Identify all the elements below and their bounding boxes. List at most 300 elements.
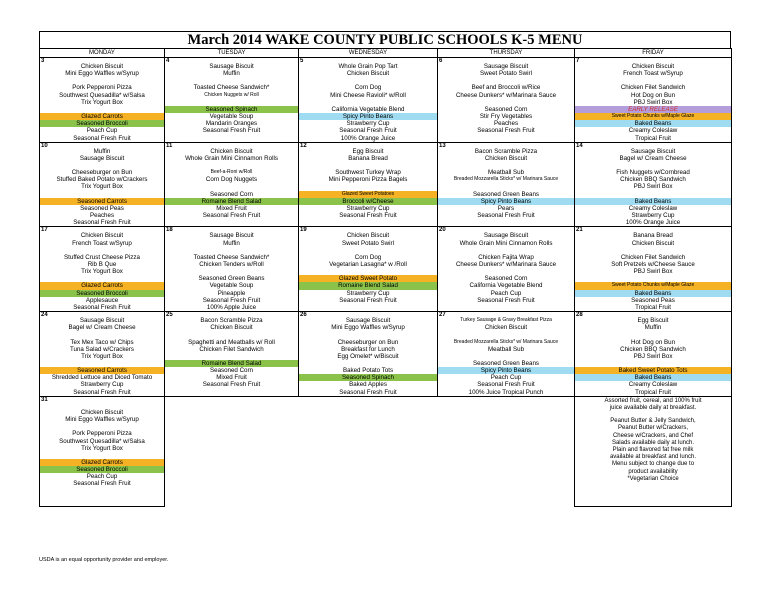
menu-item: Whole Grain Mini Cinnamon Rolls <box>185 154 278 162</box>
spacer <box>299 77 437 84</box>
day-menu <box>40 227 164 311</box>
day-menu <box>40 143 164 227</box>
menu-item: Peach Cup <box>86 473 118 481</box>
day-cell <box>165 142 299 227</box>
highlighted-menu-item: Glazed Carrots <box>40 113 165 120</box>
menu-item: Chicken Biscuit <box>80 408 124 416</box>
menu-item: Muffin <box>644 324 662 332</box>
spacer <box>40 331 164 338</box>
menu-item: Seasoned Corn <box>210 190 253 198</box>
week-row <box>40 312 732 397</box>
menu-item: Chicken Filet Sandwich <box>620 253 686 261</box>
highlighted-menu-item: Glazed Sweet Potatoes <box>299 191 438 198</box>
spacer <box>299 360 437 367</box>
menu-item: Chicken Biscuit <box>631 63 675 70</box>
spacer <box>40 360 164 367</box>
menu-item: Chicken Nuggets w/ Roll <box>204 91 259 98</box>
day-cell <box>438 312 575 397</box>
note-line: available at breakfast and lunch. <box>609 454 697 461</box>
menu-item: Mixed Fruit <box>216 204 247 212</box>
day-menu <box>438 143 574 220</box>
day-menu <box>299 58 437 142</box>
weekday-header: TUESDAY <box>165 49 299 58</box>
menu-item: Seasonal Fresh Fruit <box>339 127 397 135</box>
menu-item: Seasonal Fresh Fruit <box>202 381 261 389</box>
early-release-banner: EARLY RELEASE <box>575 106 732 113</box>
menu-item: Seasonal Fresh Fruit <box>339 212 397 220</box>
day-number: 27 <box>439 312 446 319</box>
spacer <box>299 183 437 190</box>
menu-item: PBJ Swirl Box <box>633 98 673 106</box>
menu-item: Whole Grain Mini Cinnamon Rolls <box>459 239 553 247</box>
menu-item: Chicken Filet Sandwich <box>199 345 264 353</box>
day-menu <box>165 312 298 389</box>
day-cell <box>575 227 732 312</box>
weekday-header: FRIDAY <box>575 49 732 58</box>
menu-item: Pork Pepperoni Pizza <box>72 430 132 438</box>
day-menu <box>575 58 731 142</box>
spacer <box>299 162 437 169</box>
day-number: 7 <box>576 58 580 64</box>
spacer <box>40 402 164 409</box>
spacer <box>299 268 437 275</box>
day-cell <box>165 227 299 312</box>
menu-item: Spaghetti and Meatballs w/ Roll <box>188 338 275 346</box>
menu-item: Creamy Coleslaw <box>628 127 678 135</box>
menu-item: Tropical Fruit <box>635 388 671 396</box>
day-menu <box>40 58 164 142</box>
highlighted-menu-item: Glazed Sweet Potato <box>299 275 438 282</box>
spacer <box>165 268 298 275</box>
menu-item: Corn Dog Nuggets <box>205 176 258 184</box>
menu-item: Soft Pretzels w/Cheese Sauce <box>611 261 695 268</box>
menu-item: Seasonal Fresh Fruit <box>73 388 131 396</box>
day-number: 6 <box>439 58 443 64</box>
menu-item: Seasoned Green Beans <box>472 190 540 198</box>
highlighted-menu-item: Seasoned Carrots <box>40 198 165 205</box>
menu-item: Corn Dog <box>354 253 382 261</box>
day-number: 31 <box>41 396 48 403</box>
day-menu <box>165 227 298 311</box>
weekday-header: WEDNESDAY <box>299 49 438 58</box>
menu-item: Sausage Biscuit <box>209 63 254 70</box>
menu-item: Shredded Lettuce and Diced Tomato <box>51 374 153 382</box>
menu-item: Chicken Tenders w/Roll <box>199 261 264 268</box>
menu-item: Chicken Biscuit <box>346 232 390 240</box>
day-number: 11 <box>166 142 173 149</box>
spacer <box>438 247 574 254</box>
menu-item: Stuffed Baked Potato w/Crackers <box>56 176 148 184</box>
menu-item: Seasoned Peas <box>80 204 124 212</box>
menu-item: Baked Apples <box>349 381 387 389</box>
week-row <box>40 396 732 506</box>
menu-item: Strawberry Cup <box>346 204 390 212</box>
menu-item: Muffin <box>223 239 240 247</box>
menu-item: Peaches <box>89 212 115 220</box>
menu-item: Rib B Que <box>87 261 117 268</box>
highlighted-menu-item: Seasoned Broccoli <box>40 120 165 127</box>
page-title: March 2014 WAKE COUNTY PUBLIC SCHOOLS K-5 MENU <box>39 31 731 48</box>
menu-item: Pork Pepperoni Pizza <box>72 84 132 92</box>
menu-item: Seasonal Fresh Fruit <box>202 296 261 304</box>
menu-item: Beef-a-Roni w/Roll <box>210 169 253 176</box>
day-menu <box>575 227 731 311</box>
menu-item: Mini Pepperoni Pizza Bagels <box>328 176 408 184</box>
menu-item: Seasonal Fresh Fruit <box>202 127 261 135</box>
menu-item: Muffin <box>93 147 111 155</box>
spacer <box>40 106 164 113</box>
menu-calendar <box>39 48 732 507</box>
spacer <box>165 331 298 338</box>
spacer <box>438 183 574 190</box>
spacer <box>40 452 164 459</box>
spacer <box>299 247 437 254</box>
day-cell <box>40 312 165 397</box>
menu-item: PBJ Swirl Box <box>633 268 673 276</box>
menu-item: Seasonal Fresh Fruit <box>73 134 131 142</box>
highlighted-menu-item: Baked Sweet Potato Tots <box>575 367 732 374</box>
menu-item: French Toast w/Syrup <box>72 239 132 247</box>
highlighted-menu-item: Baked Beans <box>575 374 732 381</box>
day-cell <box>438 227 575 312</box>
day-number: 21 <box>576 227 583 234</box>
menu-item: French Toast w/Syrup <box>623 70 683 78</box>
menu-item: Chicken BBQ Sandwich <box>620 345 686 353</box>
highlighted-menu-item: Seasoned Broccoli <box>40 290 165 297</box>
day-cell <box>299 227 438 312</box>
day-cell <box>299 58 438 143</box>
spacer <box>438 99 574 106</box>
weekday-header: MONDAY <box>40 49 165 58</box>
menu-item: Seasonal Fresh Fruit <box>477 296 535 304</box>
menu-item: Sausage Biscuit <box>209 232 254 240</box>
menu-item: California Vegetable Blend <box>469 282 543 290</box>
day-cell <box>165 58 299 143</box>
menu-item: 100% Apple Juice <box>206 303 257 311</box>
menu-item: Seasonal Fresh Fruit <box>73 303 131 311</box>
highlighted-menu-item: Spicy Pinto Beans <box>438 367 575 374</box>
highlighted-menu-item: Seasoned Spinach <box>299 374 438 381</box>
highlighted-menu-item: Baked Beans <box>575 198 732 205</box>
menu-item: Corn Dog <box>354 84 382 92</box>
menu-item: Chicken Biscuit <box>484 324 528 332</box>
spacer <box>165 247 298 254</box>
day-cell <box>299 312 438 397</box>
menu-item: Tropical Fruit <box>635 303 671 311</box>
weekday-header-row <box>40 49 732 58</box>
day-menu <box>40 312 164 396</box>
highlighted-menu-item: Baked Beans <box>575 290 732 297</box>
empty-cell <box>165 396 575 506</box>
menu-item: Southwest Turkey Wrap <box>335 169 401 177</box>
menu-item: Banana Bread <box>633 232 673 240</box>
menu-item: Cheeseburger on Bun <box>71 169 133 177</box>
spacer <box>165 99 298 106</box>
spacer <box>438 268 574 275</box>
spacer <box>40 275 164 282</box>
spacer <box>575 331 731 338</box>
highlighted-menu-item: Glazed Carrots <box>40 459 165 466</box>
menu-item: Southwest Quesadilla* w/Salsa <box>59 437 145 445</box>
menu-item: Sausage Biscuit <box>630 147 676 155</box>
spacer <box>40 77 164 84</box>
day-cell <box>438 142 575 227</box>
day-number: 12 <box>300 142 307 149</box>
day-menu <box>438 227 574 304</box>
day-cell <box>438 58 575 143</box>
menu-item: Meatball Sub <box>487 169 525 177</box>
highlighted-menu-item: Sweet Potato Chunks w/Maple Glaze <box>575 113 732 120</box>
highlighted-menu-item: Glazed Carrots <box>40 282 165 289</box>
menu-item: Mini Eggo Waffles w/Syrup <box>65 416 139 424</box>
menu-item: Vegetarian Lasagna* w /Roll <box>329 261 407 268</box>
spacer <box>438 77 574 84</box>
day-number: 4 <box>166 58 170 64</box>
highlighted-menu-item: Seasoned Carrots <box>40 367 165 374</box>
menu-item: Sweet Potato Swirl <box>480 70 532 78</box>
menu-item: Pineapple <box>217 289 246 297</box>
spacer <box>575 360 731 367</box>
spacer <box>165 353 298 360</box>
day-number: 19 <box>300 227 307 234</box>
menu-item: Chicken Biscuit <box>346 70 390 78</box>
menu-item: Peach Cup <box>86 127 118 135</box>
menu-item: Chicken Biscuit <box>80 232 124 240</box>
menu-item: Chicken Biscuit <box>484 154 528 162</box>
day-menu <box>165 143 298 220</box>
note-line: *Vegetarian Choice <box>627 475 679 482</box>
spacer <box>165 77 298 84</box>
menu-item: Stir Fry Vegetables <box>479 113 533 121</box>
menu-item: Meatball Sub <box>487 345 525 353</box>
highlighted-menu-item: Seasoned Spinach <box>165 106 299 113</box>
day-menu <box>40 397 164 488</box>
spacer <box>575 247 731 254</box>
menu-item: Seasonal Fresh Fruit <box>477 381 535 389</box>
spacer <box>575 275 731 282</box>
menu-item: Tropical Fruit <box>635 134 671 142</box>
menu-item: Muffin <box>223 70 240 78</box>
spacer <box>575 77 731 84</box>
spacer <box>575 162 731 169</box>
menu-item: Pears <box>497 204 515 212</box>
day-menu <box>575 143 731 227</box>
menu-item: Stuffed Crust Cheese Pizza <box>64 253 140 261</box>
menu-item: PBJ Swirl Box <box>633 352 673 360</box>
menu-item: Seasoned Corn <box>484 105 528 113</box>
menu-item: Hot Dog on Bun <box>630 91 676 99</box>
menu-item: Mandarin Oranges <box>205 120 258 128</box>
day-number: 13 <box>439 142 446 149</box>
menu-item: PBJ Swirl Box <box>633 183 673 191</box>
day-number: 24 <box>41 312 48 319</box>
menu-item: Creamy Coleslaw <box>628 381 678 389</box>
day-number: 18 <box>166 227 173 234</box>
menu-item: 100% Juice Tropical Punch <box>468 388 544 396</box>
menu-item: Egg Biscuit <box>637 317 669 325</box>
menu-item: Cheese Dunkers* w/Marinara Sauce <box>455 261 557 268</box>
menu-item: Fish Nuggets w/Cornbread <box>616 169 690 177</box>
menu-item: Bagel w/ Cream Cheese <box>619 154 687 162</box>
menu-item: Trix Yogurt Box <box>81 268 123 276</box>
menu-notes <box>575 396 732 506</box>
menu-item: Chicken Biscuit <box>210 324 253 332</box>
week-row <box>40 142 732 227</box>
menu-item: Strawberry Cup <box>346 120 390 128</box>
menu-item: 100% Orange Juice <box>340 134 396 142</box>
highlighted-menu-item: Spicy Pinto Beans <box>299 113 438 120</box>
menu-item: Chicken Biscuit <box>631 239 675 247</box>
highlighted-menu-item: Broccoli w/Cheese <box>299 198 438 205</box>
menu-item: Vegetable Soup <box>209 113 254 121</box>
menu-item: Breaded Mozzarella Sticks* w/ Marinara Sauce <box>453 338 559 345</box>
menu-item: Bacon Scramble Pizza <box>200 317 263 325</box>
menu-item: Seasonal Fresh Fruit <box>202 212 261 220</box>
menu-item: Toasted Cheese Sandwich* <box>193 253 270 261</box>
menu-item: Chicken Biscuit <box>210 147 253 155</box>
menu-item: Seasoned Green Beans <box>198 275 265 283</box>
menu-item: Trix Yogurt Box <box>81 98 123 106</box>
day-number: 10 <box>41 142 48 149</box>
menu-item: Seasonal Fresh Fruit <box>477 212 535 220</box>
day-cell <box>575 312 732 397</box>
menu-item: Bacon Scramble Pizza <box>474 147 538 155</box>
spacer <box>299 99 437 106</box>
day-menu <box>438 58 574 135</box>
menu-item: Strawberry Cup <box>346 289 390 297</box>
menu-item: Chicken Biscuit <box>80 63 124 70</box>
day-cell <box>40 396 165 506</box>
menu-item: Peach Cup <box>490 374 522 382</box>
highlighted-menu-item: Romaine Blend Salad <box>299 282 438 289</box>
menu-sheet <box>39 31 731 507</box>
day-number: 5 <box>300 58 304 64</box>
day-number: 20 <box>439 227 446 234</box>
menu-item: Toasted Cheese Sandwich* <box>193 84 270 92</box>
menu-item: Tex Mex Taco w/ Chips <box>70 338 134 346</box>
highlighted-menu-item: Baked Beans <box>575 120 732 127</box>
menu-item: Hot Dog on Bun <box>630 338 676 346</box>
menu-item: Trix Yogurt Box <box>81 183 123 191</box>
spacer <box>165 183 298 190</box>
day-cell <box>165 312 299 397</box>
menu-item: Breaded Mozzarella Sticks* w/ Marinara Sauce <box>453 176 559 183</box>
menu-item: Chicken Fajita Wrap <box>478 253 534 261</box>
spacer <box>438 162 574 169</box>
highlighted-menu-item: Romaine Blend Salad <box>165 360 299 367</box>
week-row <box>40 58 732 143</box>
day-number: 14 <box>576 142 583 149</box>
day-cell <box>40 142 165 227</box>
menu-item: Tuna Salad w/Crackers <box>69 345 135 353</box>
menu-item: Seasoned Green Beans <box>472 359 540 367</box>
spacer <box>438 331 574 338</box>
menu-item: Chicken Filet Sandwich <box>620 84 686 92</box>
menu-item: Seasonal Fresh Fruit <box>477 127 535 135</box>
menu-item: Bagel w/ Cream Cheese <box>68 324 136 332</box>
menu-item: Chicken BBQ Sandwich <box>620 176 686 184</box>
menu-item: Seasoned Peas <box>631 296 675 304</box>
usda-footer: USDA is an equal opportunity provider and employer. <box>39 557 169 563</box>
day-cell <box>40 227 165 312</box>
menu-item: Breakfast for Lunch <box>341 345 395 353</box>
menu-item: Mini Eggo Waffles w/Syrup <box>331 324 405 332</box>
menu-item: Peaches <box>493 120 519 128</box>
day-number: 25 <box>166 312 173 319</box>
menu-item: Mini Eggo Waffles w/Syrup <box>65 70 139 78</box>
menu-item: Seasonal Fresh Fruit <box>73 219 131 227</box>
menu-item: Strawberry Cup <box>631 212 675 220</box>
note-line: Peanut Butter & Jelly Sandwich, <box>610 418 696 425</box>
spacer <box>40 247 164 254</box>
day-number: 28 <box>576 312 583 319</box>
menu-item: Vegetable Soup <box>209 282 254 290</box>
highlighted-menu-item: Romaine Blend Salad <box>165 198 299 205</box>
menu-item: Turkey Sausage & Gravy Breakfast Pizza <box>460 317 552 324</box>
menu-item: Sausage Biscuit <box>483 63 529 70</box>
menu-item: Seasonal Fresh Fruit <box>339 388 397 396</box>
menu-item: Mini Cheese Ravioli* w/Roll <box>330 91 406 99</box>
day-cell <box>575 142 732 227</box>
highlighted-menu-item: Sweet Potato Chunks w/Maple Glaze <box>575 282 732 289</box>
spacer <box>40 423 164 430</box>
note-line: Cheese w/Crackers, and Chef <box>612 432 694 439</box>
spacer <box>438 353 574 360</box>
note-line: Menu subject to change due to <box>611 461 695 468</box>
spacer <box>40 162 164 169</box>
menu-item: Mixed Fruit <box>216 374 247 382</box>
note-line: juice available daily at breakfast. <box>609 404 697 411</box>
menu-item: Strawberry Cup <box>80 381 124 389</box>
menu-item: Creamy Coleslaw <box>628 204 678 212</box>
menu-item: Seasoned Corn <box>210 367 253 375</box>
week-row <box>40 227 732 312</box>
day-number: 26 <box>300 312 307 319</box>
menu-item: Cheese Dunkers* w/Marinara Sauce <box>455 91 557 99</box>
menu-item: Seasonal Fresh Fruit <box>339 296 397 304</box>
spacer <box>40 191 164 198</box>
menu-item: 100% Orange Juice <box>625 219 681 227</box>
day-menu <box>575 312 731 396</box>
note-line: product availability <box>628 468 678 475</box>
highlighted-menu-item: Spicy Pinto Beans <box>438 198 575 205</box>
menu-item: Trix Yogurt Box <box>81 444 123 452</box>
day-number: 3 <box>41 58 45 64</box>
note-line: Peanut Butter w/Crackers, <box>617 425 689 432</box>
day-cell <box>40 58 165 143</box>
day-menu <box>299 143 437 220</box>
spacer <box>575 191 731 198</box>
menu-item: Trix Yogurt Box <box>81 352 123 360</box>
menu-item: Sausage Biscuit <box>483 232 529 240</box>
menu-item: Egg Biscuit <box>352 147 384 155</box>
menu-item: Seasonal Fresh Fruit <box>73 480 131 488</box>
menu-item: Beef and Broccoli w/Rice <box>471 84 541 92</box>
day-menu <box>438 312 574 396</box>
note-line: Salads available daily at lunch. <box>611 439 695 446</box>
menu-item: Applesauce <box>85 296 119 304</box>
menu-item: Sausage Biscuit <box>79 154 125 162</box>
menu-item: Baked Potato Tots <box>342 367 394 375</box>
spacer <box>165 162 298 169</box>
menu-item: Sausage Biscuit <box>79 317 125 325</box>
day-menu <box>299 312 437 396</box>
highlighted-menu-item: Seasoned Broccoli <box>40 466 165 473</box>
note-line: Assorted fruit, cereal, and 100% fruit <box>604 397 702 404</box>
menu-item: Cheeseburger on Bun <box>337 338 399 346</box>
menu-item: California Vegetable Blend <box>331 105 405 113</box>
day-cell <box>575 58 732 143</box>
